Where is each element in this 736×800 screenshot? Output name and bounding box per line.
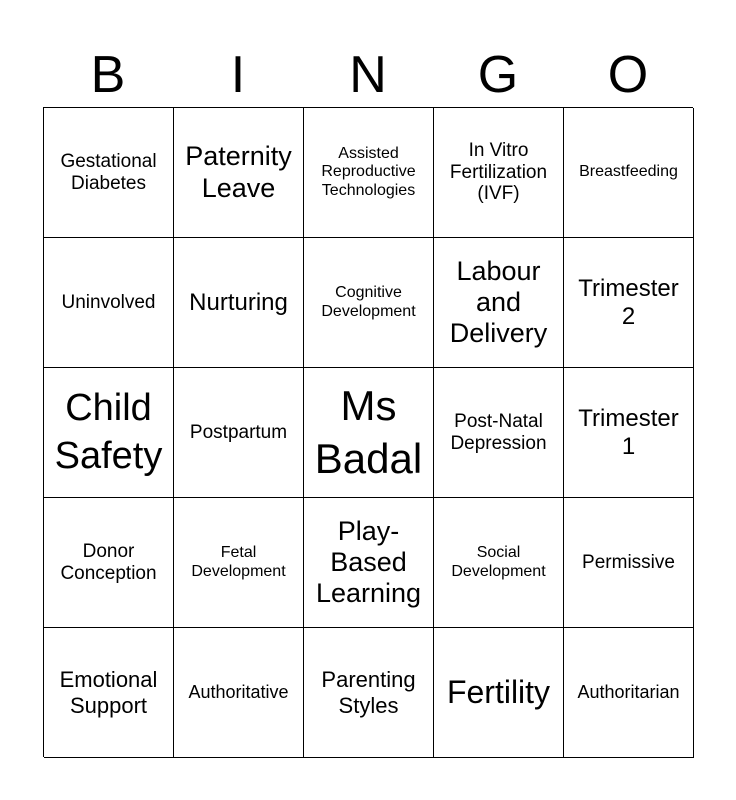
header-letter-i: I bbox=[230, 46, 246, 104]
bingo-cell-1-1[interactable] bbox=[44, 108, 174, 238]
cell-label: Parenting Styles bbox=[321, 667, 416, 718]
bingo-cell-4-2[interactable] bbox=[174, 498, 304, 628]
bingo-cell-5-4[interactable] bbox=[434, 628, 564, 758]
bingo-cell-4-4[interactable] bbox=[434, 498, 564, 628]
cell-label: Cognitive Development bbox=[321, 284, 416, 320]
cell-label: Fetal Development bbox=[191, 544, 286, 580]
bingo-cell-1-4[interactable] bbox=[434, 108, 564, 238]
header-letter-b: B bbox=[90, 46, 126, 104]
bingo-cell-3-5[interactable] bbox=[564, 368, 694, 498]
bingo-cell-2-5[interactable] bbox=[564, 238, 694, 368]
cell-label: Trimester 1 bbox=[578, 404, 679, 460]
bingo-cell-1-5[interactable] bbox=[564, 108, 694, 238]
cell-label: In Vitro Fertilization (IVF) bbox=[449, 139, 548, 205]
cell-label: Donor Conception bbox=[60, 540, 157, 584]
cell-label: Authoritative bbox=[188, 682, 289, 703]
cell-label: Post-Natal Depression bbox=[450, 410, 547, 454]
header-letter-o: O bbox=[607, 46, 649, 104]
cell-label: Emotional Support bbox=[59, 667, 158, 718]
cell-label: Social Development bbox=[451, 544, 546, 580]
bingo-cell-4-1[interactable] bbox=[44, 498, 174, 628]
cell-label: Paternity Leave bbox=[185, 141, 292, 203]
header-letter-g: G bbox=[477, 46, 519, 104]
bingo-cell-4-3[interactable] bbox=[304, 498, 434, 628]
cell-label: Labour and Delivery bbox=[449, 255, 548, 349]
header-letter-n: N bbox=[349, 46, 387, 104]
bingo-cell-3-3-free[interactable] bbox=[304, 368, 434, 498]
cell-label: Play- Based Learning bbox=[315, 515, 422, 609]
cell-label: Breastfeeding bbox=[579, 163, 678, 181]
cell-label: Fertility bbox=[446, 673, 551, 710]
bingo-cell-2-3[interactable] bbox=[304, 238, 434, 368]
bingo-cell-2-4[interactable] bbox=[434, 238, 564, 368]
bingo-cell-3-1[interactable] bbox=[44, 368, 174, 498]
bingo-cell-2-1[interactable] bbox=[44, 238, 174, 368]
cell-label: Authoritarian bbox=[577, 682, 680, 703]
cell-label: Child Safety bbox=[54, 387, 163, 477]
cell-label: Assisted Reproductive Technologies bbox=[321, 144, 416, 199]
cell-label: Nurturing bbox=[189, 288, 288, 316]
cell-label: Gestational Diabetes bbox=[60, 150, 157, 194]
bingo-cell-1-2[interactable] bbox=[174, 108, 304, 238]
bingo-cell-5-2[interactable] bbox=[174, 628, 304, 758]
bingo-cell-3-4[interactable] bbox=[434, 368, 564, 498]
cell-label: Uninvolved bbox=[61, 291, 156, 313]
cell-label: Postpartum bbox=[189, 421, 288, 443]
bingo-cell-3-2[interactable] bbox=[174, 368, 304, 498]
bingo-cell-5-1[interactable] bbox=[44, 628, 174, 758]
bingo-cell-2-2[interactable] bbox=[174, 238, 304, 368]
bingo-grid bbox=[43, 107, 693, 757]
bingo-cell-5-3[interactable] bbox=[304, 628, 434, 758]
bingo-header bbox=[43, 42, 693, 108]
cell-label: Trimester 2 bbox=[578, 274, 679, 330]
cell-label: Permissive bbox=[582, 551, 675, 573]
bingo-cell-4-5[interactable] bbox=[564, 498, 694, 628]
cell-label: Ms Badal bbox=[314, 382, 423, 482]
bingo-cell-1-3[interactable] bbox=[304, 108, 434, 238]
bingo-cell-5-5[interactable] bbox=[564, 628, 694, 758]
